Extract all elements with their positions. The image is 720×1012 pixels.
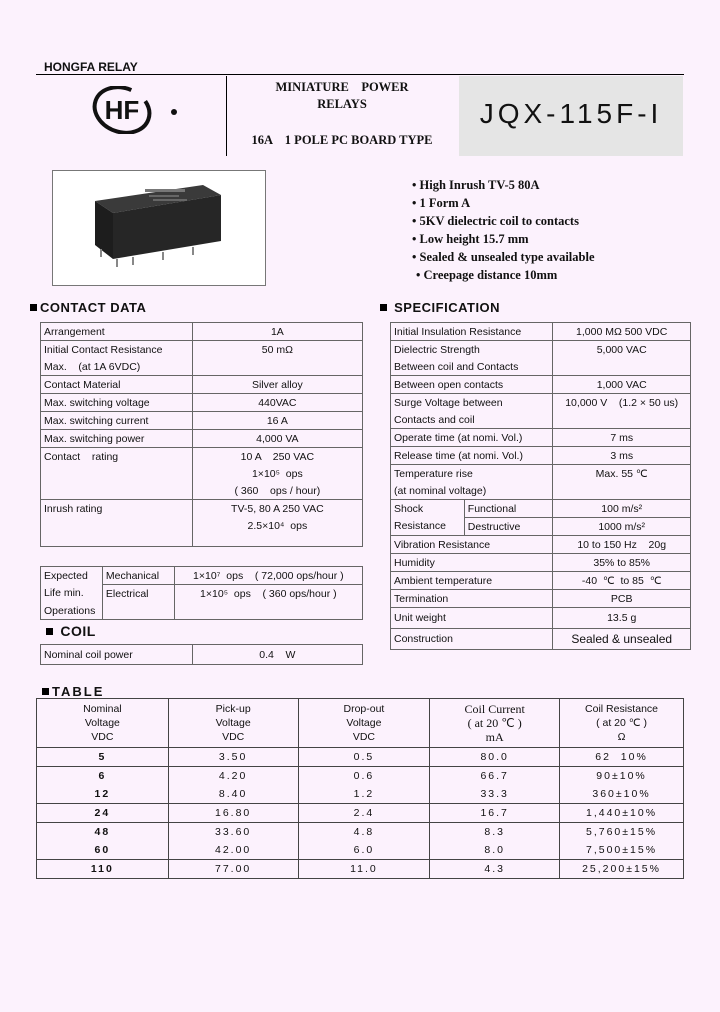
table-cell: 16.7 bbox=[430, 804, 560, 823]
table-cell: Initial Contact Resistance bbox=[41, 341, 193, 359]
table-cell: 1,000 MΩ 500 VDC bbox=[553, 323, 691, 341]
model-number: JQX-115F-I bbox=[479, 98, 663, 129]
table-row bbox=[37, 841, 684, 860]
table-cell: Between open contacts bbox=[391, 376, 553, 394]
table-cell: 80.0 bbox=[430, 748, 560, 767]
table-cell bbox=[553, 411, 691, 429]
feature-item: • 5KV dielectric coil to contacts bbox=[412, 214, 579, 228]
table-cell: 110 bbox=[37, 860, 169, 879]
table-cell bbox=[102, 602, 174, 620]
table-cell: Expected bbox=[41, 567, 103, 585]
table-cell: Construction bbox=[391, 629, 553, 650]
table-cell: 24 bbox=[37, 804, 169, 823]
table-cell: 90±10% bbox=[560, 767, 684, 786]
table-cell: 1×10⁵ ops ( 360 ops/hour ) bbox=[174, 585, 362, 603]
table-cell: 42.00 bbox=[168, 841, 298, 860]
table-cell: 25,200±15% bbox=[560, 860, 684, 879]
relay-photo bbox=[52, 170, 266, 286]
specification-table bbox=[390, 322, 691, 650]
table-row bbox=[37, 767, 684, 786]
table-cell: 33.3 bbox=[430, 785, 560, 804]
table-cell: 440VAC bbox=[192, 394, 362, 412]
table-cell: Dielectric Strength bbox=[391, 341, 553, 359]
table-cell: Destructive bbox=[464, 518, 553, 536]
table-cell: Max. switching power bbox=[41, 430, 193, 448]
table-cell: 2.4 bbox=[298, 804, 430, 823]
product-subtitle: 16A 1 POLE PC BOARD TYPE bbox=[251, 133, 433, 147]
table-cell: TV-5, 80 A 250 VAC bbox=[192, 500, 362, 518]
table-cell: Between coil and Contacts bbox=[391, 358, 553, 376]
table-cell: Shock bbox=[391, 500, 465, 518]
table-cell: 100 m/s² bbox=[553, 500, 691, 518]
table-cell: Coil Resistance ( at 20 ℃ ) Ω bbox=[560, 699, 684, 748]
table-row bbox=[37, 804, 684, 823]
table-cell: 2.5×10⁴ ops bbox=[192, 517, 362, 534]
table-cell: PCB bbox=[553, 590, 691, 608]
table-cell: 16.80 bbox=[168, 804, 298, 823]
table-cell: 5,000 VAC bbox=[553, 341, 691, 359]
table-cell: 3.50 bbox=[168, 748, 298, 767]
table-cell: Functional bbox=[464, 500, 553, 518]
table-cell: Drop-out Voltage VDC bbox=[298, 699, 430, 748]
hongfa-logo bbox=[92, 86, 184, 134]
coil-table bbox=[40, 644, 363, 665]
table-cell: 8.0 bbox=[430, 841, 560, 860]
table-cell: 1×10⁵ ops bbox=[192, 465, 362, 482]
table-row bbox=[37, 748, 684, 767]
table-cell: Mechanical bbox=[102, 567, 174, 585]
coil-data-table bbox=[36, 698, 684, 879]
table-cell: Silver alloy bbox=[192, 376, 362, 394]
table-cell: 1,440±10% bbox=[560, 804, 684, 823]
table-cell: 33.60 bbox=[168, 823, 298, 842]
table-cell bbox=[553, 482, 691, 500]
table-cell: 35% to 85% bbox=[553, 554, 691, 572]
table-cell bbox=[174, 602, 362, 620]
table-cell: Electrical bbox=[102, 585, 174, 603]
table-cell: Nominal coil power bbox=[41, 645, 193, 665]
table-row bbox=[37, 860, 684, 879]
table-cell: 13.5 g bbox=[553, 608, 691, 629]
table-cell: Contacts and coil bbox=[391, 411, 553, 429]
table-cell: 7,500±15% bbox=[560, 841, 684, 860]
table-cell: 16 A bbox=[192, 412, 362, 430]
table-cell: 7 ms bbox=[553, 429, 691, 447]
life-table bbox=[40, 566, 363, 620]
table-cell: Max. switching voltage bbox=[41, 394, 193, 412]
table-cell: Initial Insulation Resistance bbox=[391, 323, 553, 341]
table-cell: 12 bbox=[37, 785, 169, 804]
feature-list bbox=[412, 176, 595, 284]
table-cell: 8.40 bbox=[168, 785, 298, 804]
table-cell: 77.00 bbox=[168, 860, 298, 879]
table-cell bbox=[41, 534, 193, 547]
logo-text: HF bbox=[104, 95, 140, 125]
product-title-line1: MINIATURE POWER bbox=[275, 80, 409, 94]
table-cell: Sealed & unsealed bbox=[553, 629, 691, 650]
table-cell: 10 to 150 Hz 20g bbox=[553, 536, 691, 554]
feature-item: • 1 Form A bbox=[412, 196, 471, 210]
table-cell bbox=[41, 465, 193, 482]
table-cell: (at nominal voltage) bbox=[391, 482, 553, 500]
table-cell: Life min. bbox=[41, 585, 103, 603]
table-cell: 10 A 250 VAC bbox=[192, 448, 362, 466]
brand-name: HONGFA RELAY bbox=[44, 60, 138, 74]
table-cell bbox=[41, 517, 193, 534]
table-cell: Termination bbox=[391, 590, 553, 608]
table-cell: 6.0 bbox=[298, 841, 430, 860]
header-rule bbox=[36, 74, 684, 75]
table-cell: Max. 55 ℃ bbox=[553, 465, 691, 483]
table-cell: Release time (at nomi. Vol.) bbox=[391, 447, 553, 465]
table-heading: TABLE bbox=[42, 684, 104, 699]
table-cell: Coil Current ( at 20 ℃ ) mA bbox=[430, 699, 560, 748]
coil-heading: COIL bbox=[46, 623, 96, 639]
table-cell: Surge Voltage between bbox=[391, 394, 553, 412]
table-row bbox=[37, 823, 684, 842]
table-cell: 10,000 V (1.2 × 50 us) bbox=[553, 394, 691, 412]
table-cell: 4.3 bbox=[430, 860, 560, 879]
table-cell: Operate time (at nomi. Vol.) bbox=[391, 429, 553, 447]
table-cell: Vibration Resistance bbox=[391, 536, 553, 554]
table-cell: ( 360 ops / hour) bbox=[192, 482, 362, 500]
table-row bbox=[37, 785, 684, 804]
table-cell: 1,000 VAC bbox=[553, 376, 691, 394]
table-cell: 4.8 bbox=[298, 823, 430, 842]
contact-data-heading: CONTACT DATA bbox=[30, 300, 146, 315]
table-header-row bbox=[37, 699, 684, 748]
table-cell: Ambient temperature bbox=[391, 572, 553, 590]
table-cell: 1.2 bbox=[298, 785, 430, 804]
table-cell: 48 bbox=[37, 823, 169, 842]
feature-item: • Low height 15.7 mm bbox=[412, 232, 529, 246]
feature-item: • Sealed & unsealed type available bbox=[412, 250, 595, 264]
feature-item: • High Inrush TV-5 80A bbox=[412, 178, 540, 192]
feature-item: • Creepage distance 10mm bbox=[416, 268, 558, 282]
table-cell: 3 ms bbox=[553, 447, 691, 465]
table-cell: 1000 m/s² bbox=[553, 518, 691, 536]
table-cell: 6 bbox=[37, 767, 169, 786]
table-cell: Contact Material bbox=[41, 376, 193, 394]
table-cell: Max. switching current bbox=[41, 412, 193, 430]
table-cell: -40 ℃ to 85 ℃ bbox=[553, 572, 691, 590]
table-cell: Contact rating bbox=[41, 448, 193, 466]
table-cell: 11.0 bbox=[298, 860, 430, 879]
table-cell: Inrush rating bbox=[41, 500, 193, 518]
table-cell: 1A bbox=[192, 323, 362, 341]
table-cell: 66.7 bbox=[430, 767, 560, 786]
table-cell: 50 mΩ bbox=[192, 341, 362, 359]
table-cell: 0.5 bbox=[298, 748, 430, 767]
table-cell bbox=[192, 358, 362, 376]
table-cell: 5 bbox=[37, 748, 169, 767]
table-cell: Humidity bbox=[391, 554, 553, 572]
contact-data-table bbox=[40, 322, 363, 547]
specification-heading: SPECIFICATION bbox=[380, 300, 500, 315]
product-title-line2: RELAYS bbox=[317, 97, 367, 111]
table-cell: Operations bbox=[41, 602, 103, 620]
table-cell: 4,000 VA bbox=[192, 430, 362, 448]
table-cell: 4.20 bbox=[168, 767, 298, 786]
table-cell bbox=[553, 358, 691, 376]
table-cell: Temperature rise bbox=[391, 465, 553, 483]
table-cell bbox=[192, 534, 362, 547]
table-cell: 1×10⁷ ops ( 72,000 ops/hour ) bbox=[174, 567, 362, 585]
table-cell: 360±10% bbox=[560, 785, 684, 804]
table-cell: Max. (at 1A 6VDC) bbox=[41, 358, 193, 376]
table-cell: 62 10% bbox=[560, 748, 684, 767]
table-cell: Nominal Voltage VDC bbox=[37, 699, 169, 748]
table-cell: 0.4 W bbox=[192, 645, 362, 665]
table-cell: Resistance bbox=[391, 518, 465, 536]
table-cell bbox=[41, 482, 193, 500]
label: Arrangement bbox=[41, 323, 193, 341]
table-cell: Pick-up Voltage VDC bbox=[168, 699, 298, 748]
table-cell: 5,760±15% bbox=[560, 823, 684, 842]
table-cell: 60 bbox=[37, 841, 169, 860]
table-cell: 8.3 bbox=[430, 823, 560, 842]
table-cell: Unit weight bbox=[391, 608, 553, 629]
table-cell: 0.6 bbox=[298, 767, 430, 786]
